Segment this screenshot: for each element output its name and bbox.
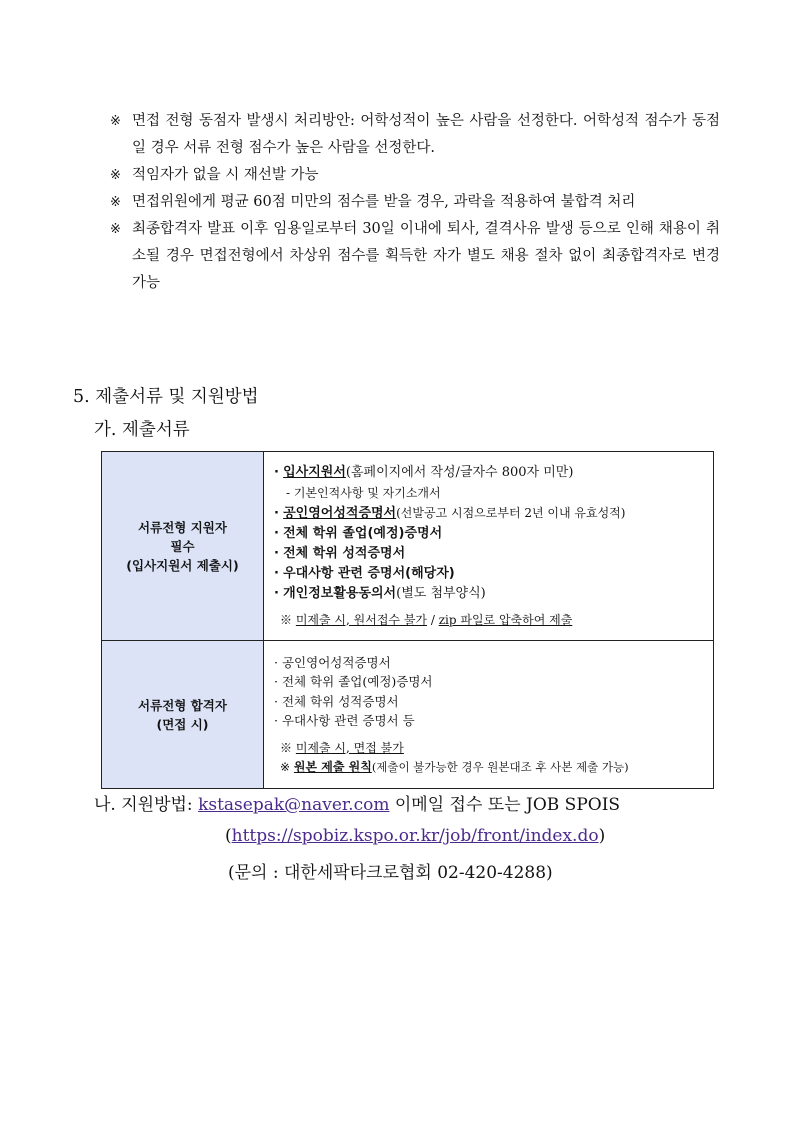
doc-name: 개인정보활용동의서	[283, 585, 397, 601]
reference-mark: ※	[110, 195, 121, 210]
note-text: 면접 전형 동점자 발생시 처리방안: 어학성적이 높은 사람을 선정한다. 어학성적 점수가 동점일 경우 서류 전형 점수가 높은 사람을 선정한다.	[132, 113, 720, 156]
doc-name: 입사지원서	[283, 464, 346, 480]
note-text: 적임자가 없을 시 재선발 가능	[132, 167, 319, 183]
reference-mark: ※	[280, 740, 293, 755]
note-item	[110, 162, 720, 189]
bullet: ·	[274, 713, 278, 728]
doc-detail: (홈페이지에서 작성/글자수 800자 미만)	[345, 464, 574, 480]
submission-note	[274, 610, 705, 630]
note-text: 원본 제출 원칙	[293, 759, 372, 774]
table-row	[102, 641, 714, 789]
row-header-applicants	[102, 452, 264, 641]
header-line: (면접 시)	[156, 716, 209, 732]
note-detail: (제출이 불가능한 경우 원본대조 후 사본 제출 가능)	[371, 759, 629, 774]
doc-name: 우대사항 관련 증명서(해당자)	[283, 565, 455, 581]
section-title: 5. 제출서류 및 지원방법	[73, 387, 259, 407]
list-subitem: - 기본인적사항 및 자기소개서	[286, 485, 441, 500]
doc-name: 우대사항 관련 증명서 등	[281, 713, 415, 728]
header-line: 서류전형 지원자	[138, 519, 227, 535]
note-text: 미제출 시, 원서접수 불가	[295, 612, 428, 627]
doc-detail: (별도 첨부양식)	[396, 585, 486, 601]
reference-mark: ※	[110, 222, 121, 237]
header-line: 서류전형 합격자	[138, 697, 227, 713]
row-header-interviewees	[102, 641, 264, 789]
submission-note	[274, 757, 705, 777]
reference-mark: ※	[110, 168, 121, 183]
note-item	[110, 216, 720, 297]
doc-name: 전체 학위 성적증명서	[283, 545, 406, 561]
list-item	[274, 584, 705, 604]
doc-name: 전체 학위 졸업(예정)증명서	[281, 674, 433, 689]
bullet: ·	[274, 545, 279, 561]
bullet: ·	[274, 464, 279, 480]
list-item	[274, 524, 705, 544]
note-separator: /	[427, 612, 439, 627]
method-label: 나. 지원방법:	[94, 795, 193, 815]
url-line	[225, 826, 605, 846]
bullet: ·	[274, 525, 279, 541]
list-item	[274, 503, 705, 524]
notes-block	[110, 108, 720, 297]
doc-detail: (선발공고 시점으로부터 2년 이내 유효성적)	[396, 505, 626, 520]
application-method	[94, 793, 620, 817]
documents-table	[101, 451, 714, 789]
list-item	[274, 672, 705, 692]
job-portal-link[interactable]: https://spobiz.kspo.or.kr/job/front/index.do	[231, 826, 599, 846]
note-text: zip 파일로 압축하여 제출	[438, 612, 573, 627]
interview-documents-cell	[264, 641, 714, 789]
note-item	[110, 189, 720, 216]
bullet: ·	[274, 654, 278, 670]
list-item	[274, 463, 705, 483]
list-item	[274, 692, 705, 712]
bullet: ·	[274, 674, 278, 689]
bullet: ·	[274, 565, 279, 581]
bullet: ·	[274, 585, 279, 601]
list-item	[274, 544, 705, 564]
doc-name: 공인영어성적증명서	[283, 505, 397, 521]
table-row	[102, 452, 714, 641]
subsection-title: 가. 제출서류	[94, 420, 190, 440]
note-item	[110, 108, 720, 162]
doc-name: 공인영어성적증명서	[281, 654, 391, 670]
bullet: ·	[274, 505, 279, 521]
list-item	[274, 653, 705, 673]
paren-close: )	[598, 826, 606, 846]
doc-name: 전체 학위 졸업(예정)증명서	[283, 525, 443, 541]
doc-name: 전체 학위 성적증명서	[281, 693, 399, 709]
contact-info: (문의 : 대한세팍타크로협회 02-420-4288)	[228, 863, 553, 883]
paren-open: (	[225, 826, 232, 846]
list-item	[274, 564, 705, 584]
note-text: 최종합격자 발표 이후 임용일로부터 30일 이내에 퇴사, 결격사유 발생 등으로 인해 채용이 취소될 경우 면접전형에서 차상위 점수를 획득한 자가 별도 채용 절차 없이 최종합격자로 변경 가능	[132, 221, 720, 291]
note-text: 면접위원에게 평균 60점 미만의 점수를 받을 경우, 과락을 적용하여 불합격 처리	[132, 194, 636, 210]
reference-mark: ※	[280, 759, 291, 774]
bullet: ·	[274, 693, 278, 709]
header-line: 필수	[170, 538, 195, 554]
required-documents-cell	[264, 452, 714, 641]
note-text: 미제출 시, 면접 불가	[295, 740, 404, 755]
reference-mark: ※	[110, 114, 121, 129]
email-link[interactable]: kstasepak@naver.com	[198, 795, 390, 815]
reference-mark: ※	[280, 612, 293, 627]
list-item	[274, 711, 705, 731]
submission-note	[274, 739, 705, 757]
header-line: (입사지원서 제출시)	[126, 557, 239, 573]
method-text: 이메일 접수 또는 JOB SPOIS	[394, 795, 621, 815]
